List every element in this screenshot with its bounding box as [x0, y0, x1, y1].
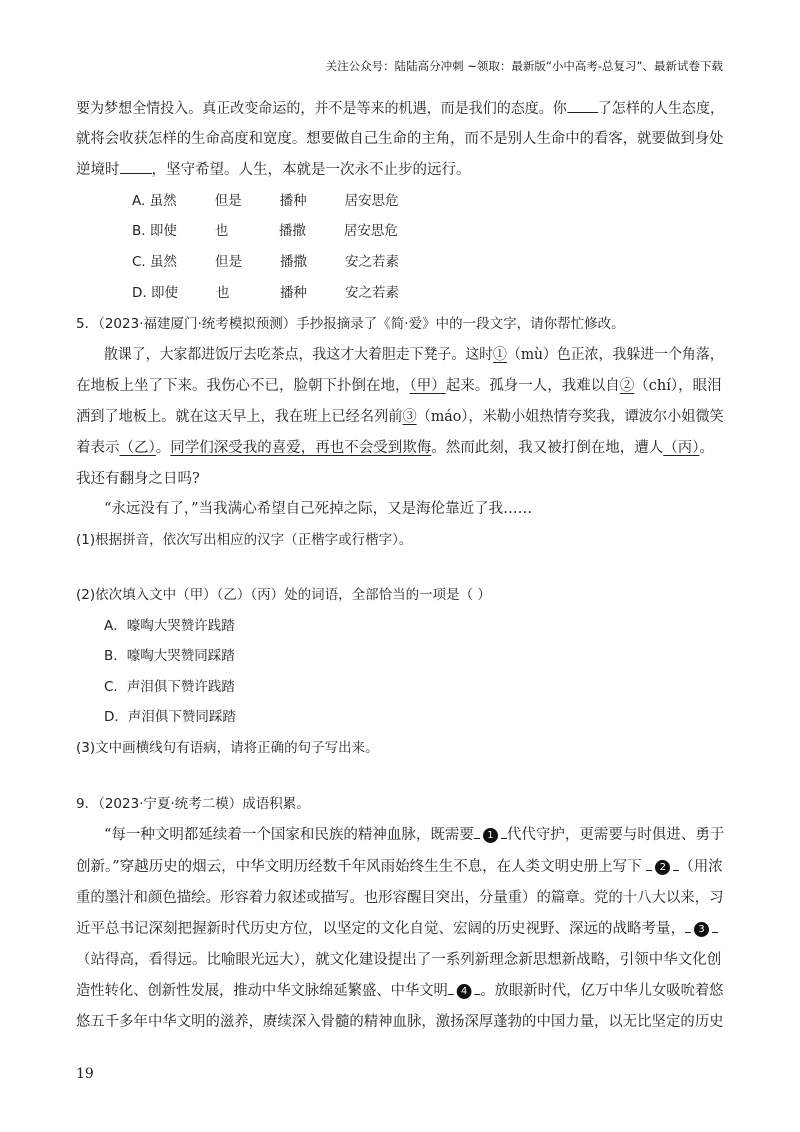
q9-passage-line-5: （站得高，看得远。比喻眼光远大），就文化建设提出了一系列新理念新思想新战略，引领中华文化创	[76, 952, 722, 968]
q5-option-b: B．嚎啕大哭赞同踩踏	[104, 648, 235, 664]
q5-passage-line-2: 在地板上坐了下来。我伤心不已，脸朝下扑倒在地，（甲）起来。孤身一人，我难以自②（chí），眼泪	[76, 378, 722, 394]
answer-blank	[567, 98, 598, 113]
blank-number-1: 1	[483, 828, 498, 843]
blank-number-2: 2	[655, 860, 670, 875]
q5-option-d: D．声泪俱下赞同踩踏	[104, 709, 236, 725]
q9-passage-line-3: 重的墨汁和颜色描绘。形容着力叙述或描写。也形容醒目突出，分量重）的篇章。党的十八大以来，习	[76, 890, 724, 906]
q4-passage-line-1	[76, 98, 724, 120]
q4-option-b: B. 即使 也 播撒 居安思危	[132, 223, 398, 239]
answer-blank	[120, 159, 152, 174]
blank-number-3: 3	[694, 922, 709, 937]
q5-subquestion-1: (1)根据拼音，依次写出相应的汉字（正楷字或行楷字）。	[76, 532, 413, 548]
q9-passage-line-6: 造性转化、创新性发展，推动中华文脉绵延繁盛、中华文明 4 。放眼新时代，亿万中华儿女吸吮着悠	[76, 980, 724, 1002]
q5-option-c: C．声泪俱下赞许践踏	[104, 679, 235, 695]
q9-title: 9．（2023·宁夏·统考二模）成语积累。	[76, 796, 310, 812]
q4-passage-line-3	[76, 159, 471, 181]
q4-option-d: D. 即使 也 播种 安之若素	[132, 285, 399, 301]
q4-text: 逆境时	[76, 162, 120, 178]
q9-passage-line-2: 创新。”穿越历史的烟云，中华文明历经数千年风雨始终生生不息，在人类文明史册上写下 2 （用浓	[76, 856, 723, 878]
q5-passage-line-5: 我还有翻身之日吗?	[76, 471, 200, 487]
q5-passage-line-6: “永远没有了，”当我满心希望自己死掉之际，又是海伦靠近了我……	[104, 501, 533, 517]
q9-passage-line-4: 近平总书记深刻把握新时代历史方位，以坚定的文化自觉、宏阔的历史视野、深远的战略考量， 3	[76, 918, 718, 940]
q5-title: 5．（2023·福建厦门·统考模拟预测）手抄报摘录了《简·爱》中的一段文字，请你帮忙修改。	[76, 316, 625, 332]
page-header: 关注公众号：陆陆高分冲刺 ~领取：最新版“小中高考-总复习”、最新试卷下载	[325, 59, 723, 73]
q4-text: 要为梦想全情投入。真正改变命运的，并不是等来的机遇，而是我们的态度。你	[76, 101, 567, 117]
q5-subquestion-3: (3)文中画横线句有语病，请将正确的句子写出来。	[76, 740, 379, 756]
q4-passage-line-2: 就将会收获怎样的生命高度和宽度。想要做自己生命的主角，而不是别人生命中的看客，就要做到身处	[76, 131, 724, 147]
q5-option-a: A．嚎啕大哭赞许践踏	[104, 618, 235, 634]
q4-text: ，坚守希望。人生，本就是一次永不止步的远行。	[151, 162, 471, 178]
q9-passage-line-7: 悠五千多年中华文明的滋养，赓续深入骨髓的精神血脉，激扬深厚蓬勃的中国力量，以无比坚定的历史	[76, 1014, 724, 1030]
q5-passage-line-1: 散课了，大家都进饭厅去吃茶点，我这才大着胆走下凳子。这时①（mù）色正浓，我躲进一个角落，	[104, 347, 724, 363]
q4-option-c: C. 虽然 但是 播撒 安之若素	[132, 254, 400, 270]
q5-passage-line-4: 着表示（乙）。同学们深受我的喜爱，再也不会受到欺侮。然而此刻，我又被打倒在地，遭人（丙）。	[76, 440, 714, 456]
q4-option-a: A. 虽然 但是 播种 居安思危	[132, 193, 399, 209]
q5-passage-line-3: 洒到了地板上。就在这天早上，我在班上已经名列前③（máo），米勒小姐热情夸奖我，谭波尔小姐微笑	[76, 409, 724, 425]
underlined-sentence: 同学们深受我的喜爱，再也不会受到欺侮	[170, 440, 432, 456]
page-number: 19	[76, 1066, 94, 1082]
blank-number-4: 4	[457, 984, 472, 999]
q9-passage-line-1: “每一种文明都延续着一个国家和民族的精神血脉，既需要 1 代代守护，更需要与时俱进、勇于	[104, 824, 724, 846]
q5-subquestion-2: (2)依次填入文中（甲）（乙）（丙）处的词语，全部恰当的一项是（ ）	[76, 587, 491, 603]
q4-text: 了怎样的人生态度，	[597, 101, 724, 117]
